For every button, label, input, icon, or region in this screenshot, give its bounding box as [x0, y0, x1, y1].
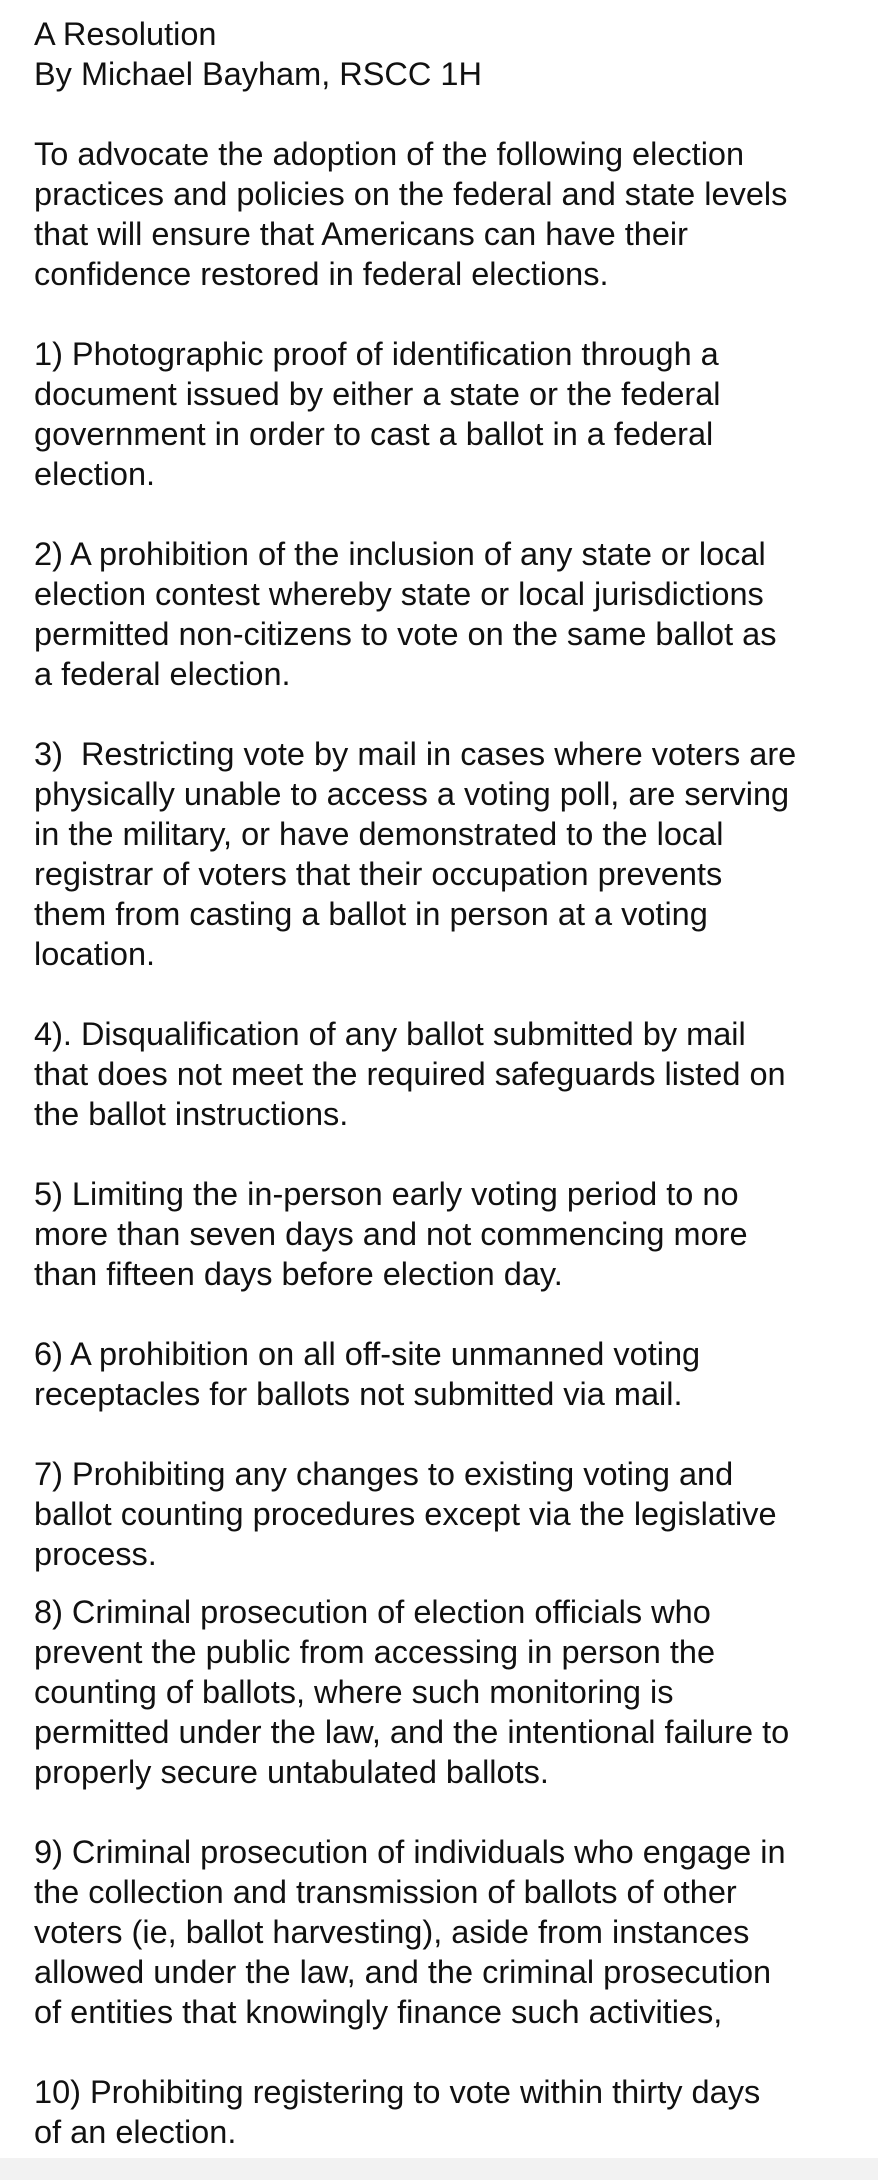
item-line: of an election.	[34, 2114, 237, 2150]
paragraph-gap	[34, 1792, 848, 1832]
item-line: election.	[34, 456, 156, 492]
paragraph-gap	[34, 2032, 848, 2072]
item-line: 9) Criminal prosecution of individuals who engage in	[34, 1834, 786, 1870]
item-line: 10) Prohibiting registering to vote within thirty days	[34, 2074, 761, 2110]
item-line: 4). Disqualification of any ballot submitted by mail	[34, 1016, 746, 1052]
item-line: allowed under the law, and the criminal prosecution	[34, 1954, 772, 1990]
resolution-item-3	[34, 734, 848, 974]
intro-line: practices and policies on the federal and state levels	[34, 176, 788, 212]
paragraph-gap	[34, 1134, 848, 1174]
resolution-item-7	[34, 1454, 848, 1574]
paragraph-gap	[34, 1574, 848, 1592]
item-line: 1) Photographic proof of identification through a	[34, 336, 719, 372]
paragraph-gap	[34, 694, 848, 734]
paragraph-gap	[34, 294, 848, 334]
item-line: receptacles for ballots not submitted via mail.	[34, 1376, 683, 1412]
paragraph-gap	[34, 1294, 848, 1334]
resolution-item-6	[34, 1334, 848, 1414]
item-line: a federal election.	[34, 656, 291, 692]
resolution-item-2	[34, 534, 848, 694]
item-line: the collection and transmission of ballots of other	[34, 1874, 737, 1910]
item-line: location.	[34, 936, 156, 972]
paragraph-gap	[34, 974, 848, 1014]
item-line: 8) Criminal prosecution of election officials who	[34, 1594, 711, 1630]
resolution-item-4	[34, 1014, 848, 1134]
item-line: permitted non-citizens to vote on the same ballot as	[34, 616, 777, 652]
resolution-item-9	[34, 1832, 848, 2032]
item-line: 2) A prohibition of the inclusion of any state or local	[34, 536, 766, 572]
page-bottom-edge	[0, 2158, 878, 2180]
item-line: the ballot instructions.	[34, 1096, 349, 1132]
item-line: of entities that knowingly finance such activities,	[34, 1994, 723, 2030]
item-line: counting of ballots, where such monitoring is	[34, 1674, 674, 1710]
document-author: By Michael Bayham, RSCC 1H	[34, 56, 482, 92]
item-line: them from casting a ballot in person at a voting	[34, 896, 708, 932]
intro-paragraph	[34, 134, 848, 294]
intro-line: that will ensure that Americans can have their	[34, 216, 688, 252]
intro-line: confidence restored in federal elections.	[34, 256, 609, 292]
resolution-item-5	[34, 1174, 848, 1294]
resolution-item-8	[34, 1592, 848, 1792]
item-line: process.	[34, 1536, 157, 1572]
paragraph-gap	[34, 1414, 848, 1454]
item-line: 7) Prohibiting any changes to existing voting and	[34, 1456, 734, 1492]
item-line: government in order to cast a ballot in a federal	[34, 416, 714, 452]
item-line: than fifteen days before election day.	[34, 1256, 563, 1292]
item-line: 5) Limiting the in-person early voting period to no	[34, 1176, 739, 1212]
paragraph-gap	[34, 494, 848, 534]
resolution-item-10	[34, 2072, 848, 2152]
item-line: physically unable to access a voting poll, are serving	[34, 776, 790, 812]
item-line: election contest whereby state or local jurisdictions	[34, 576, 764, 612]
paragraph-gap	[34, 94, 848, 134]
item-line: permitted under the law, and the intentional failure to	[34, 1714, 790, 1750]
item-line: 3) Restricting vote by mail in cases where voters are	[34, 736, 797, 772]
item-line: registrar of voters that their occupation prevents	[34, 856, 723, 892]
item-line: voters (ie, ballot harvesting), aside from instances	[34, 1914, 750, 1950]
item-line: document issued by either a state or the federal	[34, 376, 721, 412]
resolution-item-1	[34, 334, 848, 494]
item-line: 6) A prohibition on all off-site unmanned voting	[34, 1336, 701, 1372]
item-line: ballot counting procedures except via the legislative	[34, 1496, 777, 1532]
item-line: more than seven days and not commencing more	[34, 1216, 748, 1252]
document-title: A Resolution	[34, 16, 217, 52]
item-line: in the military, or have demonstrated to the local	[34, 816, 724, 852]
intro-line: To advocate the adoption of the following election	[34, 136, 745, 172]
item-line: prevent the public from accessing in person the	[34, 1634, 716, 1670]
item-line: that does not meet the required safeguards listed on	[34, 1056, 786, 1092]
item-line: properly secure untabulated ballots.	[34, 1754, 549, 1790]
